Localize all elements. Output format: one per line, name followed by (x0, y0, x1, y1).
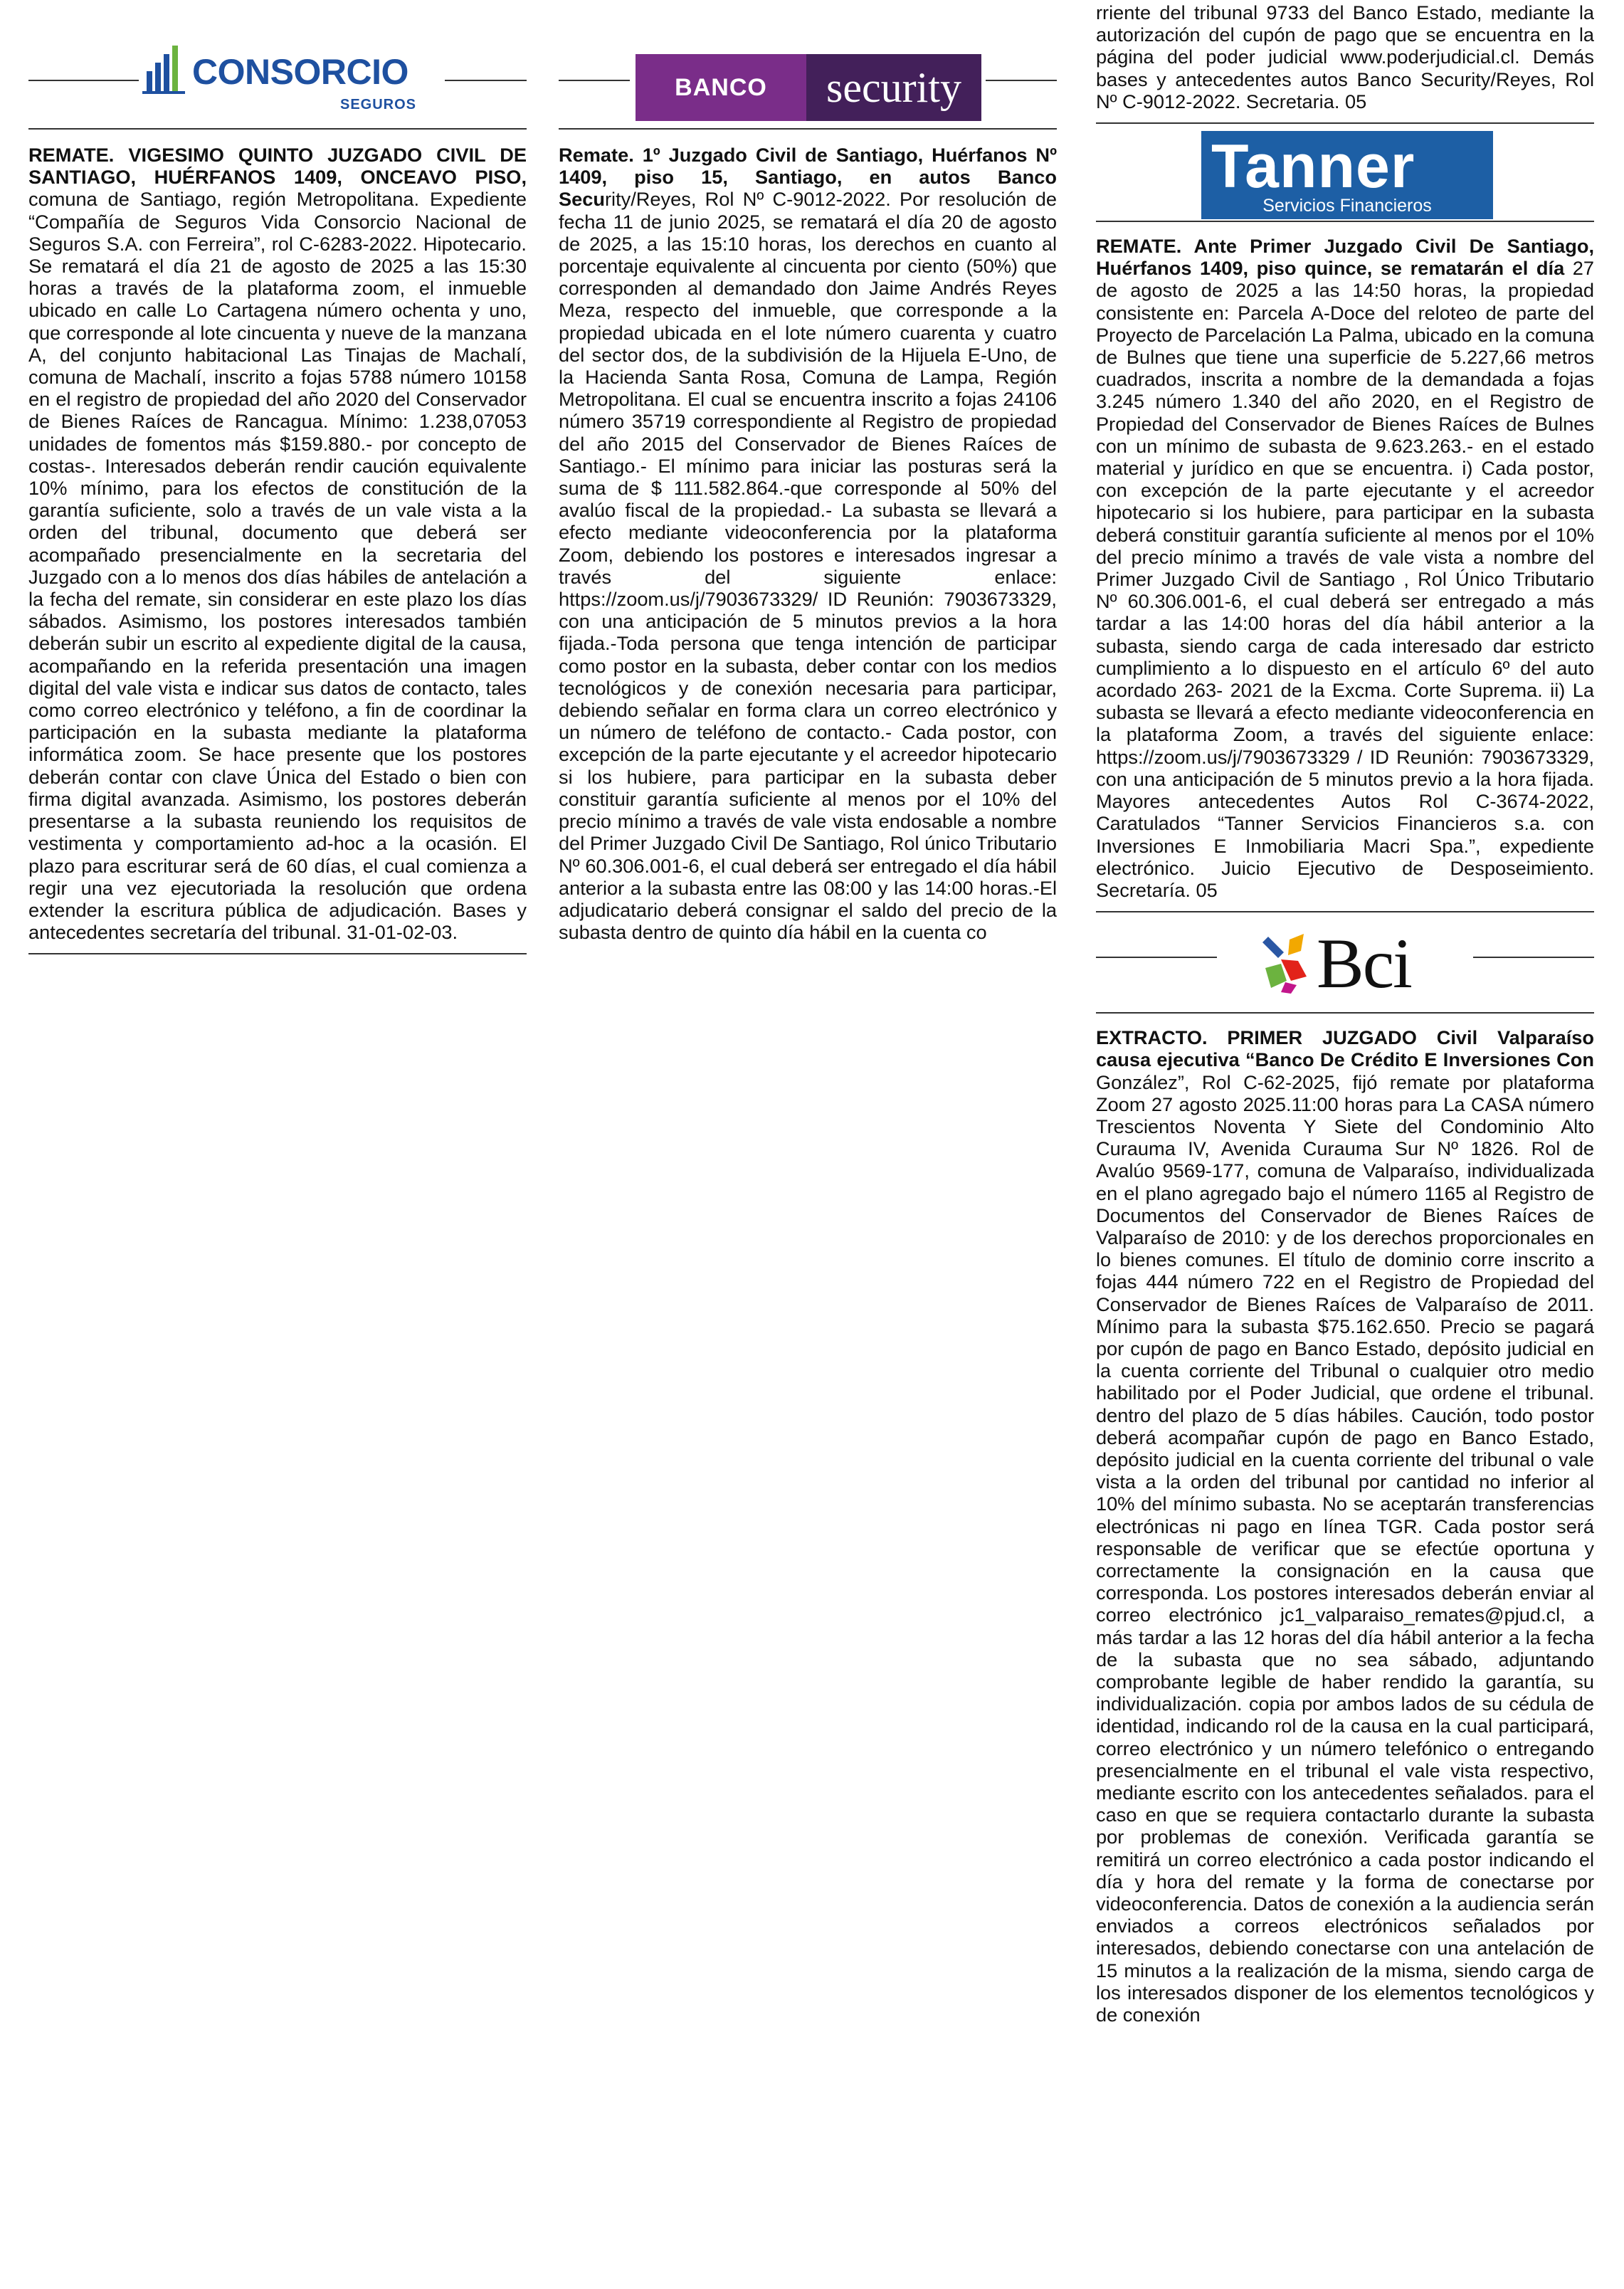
notice-security-lead: Remate. 1º Juzgado Civil de Santiago, Huérfanos Nº 1409, piso 15, Santiago, en autos Banco Secu (559, 144, 1057, 211)
divider (559, 128, 1057, 130)
notice-security-body: rity/Reyes, Rol Nº C-9012-2022. Por resolución de fecha 11 de junio 2025, se rematará el día 20 de agosto de 2025, a las 15:10 horas, los derechos en cuanto al porcentaje equivalente al cincuenta por ciento (50%) que corresponden al demandado don Jaime Andrés Reyes Meza, respecto del inmueble, que corresponde a la propiedad ubicada en el lote número cuarenta y cuatro del sector dos, de la subdivisión de la Hijuela E-Uno, de la Hacienda Santa Rosa, Comuna de Lampa, Región Metropolitana. El cual se encuentra inscrito a fojas 24106 número 35719 correspondiente al Registro de propiedad del año 2015 del Conservador de Bienes Raíces de Santiago.- El mínimo para iniciar las posturas será la suma de $ 111.582.864.-que corresponde al 50% del avalúo fiscal de la propiedad.- La subasta se llevará a efecto mediante videoconferencia por la plataforma Zoom, debiendo los postores e interesados ingresar a través del siguiente enlace: https://zoom.us/j/7903673329/ ID Reunión: 7903673329, con una anticipación de 5 minutos previos a la hora fijada.-Toda persona que tenga intención de participar como postor en la subasta, deber contar con los medios tecnológicos y de conexión necesaria para participar, debiendo señalar en forma clara un correo electrónico y un número de teléfono de contacto.- Cada postor, con excepción de la parte ejecutante y el acreedor hipotecario si los hubiere, para participar en la subasta deber constituir garantía suficiente al menos por el 10% del precio mínimo a través de vale vista endosable a nombre del Primer Juzgado Civil De Santiago, Rol único Tributario Nº 60.306.001-6, el cual deberá ser entregado el día hábil anterior a la subasta entre las 08:00 y las 14:00 horas.-El adjudicatario deberá consignar el saldo del precio de la subasta dentro de quinto día hábil en la cuenta co (559, 188, 1057, 944)
bci-star-icon (1260, 931, 1317, 995)
notice-bci-body: González”, Rol C-62-2025, fijó remate por plataforma Zoom 27 agosto 2025.11:00 horas para La CASA número Trescientos Noventa Y Siete del Condominio Alto Curauma IV, Avenida Curauma Sur Nº 1826. Rol de Avalúo 9569-177, comuna de Valparaíso, individualizada en el plano agregado bajo el número 1165 al Registro de Documentos del Conservador de Bienes Raíces de Valparaíso de 2010: y de los derechos proporcionales en lo bienes comunes. El título de dominio corre inscrito a fojas 444 número 722 en el Registro de Propiedad del Conservador de Bienes Raíces de Valparaíso de 2011. Mínimo para la subasta $75.162.650. Precio se pagará por cupón de pago en Banco Estado, depósito judicial en la cuenta corriente del Tribunal o cualquier otro medio habilitado por el Poder Judicial, que ordene el tribunal. dentro del plazo de 5 días hábiles. Caución, todo postor deberá acompañar cupón de pago en Banco Estado, depósito judicial en la cuenta corriente del tribunal o vale vista a la orden del tribunal por cantidad no inferior al 10% del mínimo subasta. No se aceptarán transferencias electrónicas ni pago en línea TGR. Cada postor será responsable de verificar que se efectúe oportuna y correctamente la consignación en la causa que corresponda. Los postores interesados deberán enviar al correo electrónico jc1_valparaiso_remates@pjud.cl, a más tardar a las 12 horas del día hábil anterior a la fecha de la subasta que no sea sábado, adjuntando comprobante legible de haber rendido la garantía, su individualización. copia por ambos lados de su cédula de identidad, indicando rol de la causa en la cual participará, correo electrónico y un número telefónico o entregando presencialmente en el tribunal el vale vista respectivo, mediante escrito con los antecedentes señalados. para el caso en que se requiera contactarlo durante la subasta por problemas de conexión. Verificada garantía se remitirá un correo electrónico a cada postor indicando el día y hora del remate y la forma de conectarse por videoconferencia. Datos de conexión a la audiencia serán enviados a correos electrónicos señalados por interesados, debiendo conectarse con una antelación de 15 minutos a la realización de la misma, siendo carga de los interesados disponer de los elementos tecnológicos y de conexión (1096, 1070, 1594, 2026)
notice-consorcio-lead: REMATE. VIGESIMO QUINTO JUZGADO CIVIL DE SANTIAGO, HUÉRFANOS 1409, ONCEAVO PISO, (28, 144, 527, 189)
divider (28, 80, 139, 81)
security-logo-part1: BANCO (636, 54, 806, 121)
notice-security-continued: rriente del tribunal 9733 del Banco Estado, mediante la autorización del cupón de pago que se encuentra en la página del poder judicial www.poderjudicial.cl. Demás bases y antecedentes autos Banco Security/Reyes, Rol Nº C-9012-2022. Secretaria. 05 (1096, 1, 1594, 112)
security-logo-part2: security (806, 54, 981, 121)
consorcio-logo (142, 41, 441, 120)
security-logo-row (559, 0, 1057, 128)
notice-tanner-lead: REMATE. Ante Primer Juzgado Civil De Santiago, Huérfanos 1409, piso quince, se rematarán el día (1096, 235, 1594, 280)
divider (1096, 957, 1217, 958)
consorcio-logo-sub: SEGUROS (340, 97, 417, 112)
divider (28, 128, 527, 130)
notice-bci-lead: EXTRACTO. PRIMER JUZGADO Civil Valparaíso causa ejecutiva “Banco De Crédito E Inversiones Con (1096, 1026, 1594, 1071)
column-2 (559, 0, 1057, 943)
notice-bci (1096, 1026, 1594, 2026)
bci-logo-row (1096, 912, 1594, 1012)
consorcio-logo-name: CONSORCIO (192, 52, 408, 92)
divider (28, 953, 527, 954)
divider (1096, 1012, 1594, 1014)
notice-security (559, 144, 1057, 943)
tanner-logo (1201, 131, 1493, 219)
column-1 (28, 0, 527, 954)
consorcio-bars-icon (142, 44, 188, 94)
tanner-logo-name: Tanner (1211, 132, 1415, 201)
column-3 (1096, 0, 1594, 2026)
bci-logo (1260, 924, 1430, 1012)
notice-consorcio-body: comuna de Santiago, región Metropolitana. Expediente “Compañía de Seguros Vida Consorcio Nacional de Seguros S.A. con Ferreira”, rol C-6283-2022. Hipotecario. Se rematará el día 21 de agosto de 2025 a las 15:30 horas a través de la plataforma zoom, el inmueble ubicado en calle Lo Cartagena número ochenta y uno, que corresponde al lote cincuenta y nueve de la manzana A, del conjunto habitacional Las Tinajas de Machalí, comuna de Machalí, inscrito a fojas 5788 número 10158 en el registro de propiedad del año 2020 del Conservador de Bienes Raíces de Rancagua. Mínimo: 1.238,07053 unidades de fomentos más $159.880.- por concepto de costas-. Interesados deberán rendir caución equivalente 10% mínimo, para los efectos de constitución de la garantía suficiente, solo a través de un vale vista a la orden del tribunal, documento que deberá ser acompañado presencialmente en la secretaria del Juzgado con a lo menos dos días hábiles de antelación a la fecha del remate, sin considerar en este plazo los días sábados. Asimismo, los postores interesados también deberán subir un escrito al expediente digital de la causa, acompañando en la referida presentación una imagen digital del vale vista e indicar sus datos de contacto, tales como correo electrónico y teléfono, a fin de coordinar la participación en la subasta mediante la plataforma informática zoom. Se hace presente que los postores deberán contar con clave Única del Estado o bien con firma digital avanzada. Asimismo, los postores deberán presentarse a la subasta reuniendo los requisitos de vestimenta y comportamiento ad-hoc a la ocasión. El plazo para escriturar será de 60 días, el cual comienza a regir una vez ejecutoriada la resolución que ordena extender la escritura pública de adjudicación. Bases y antecedentes secretaría del tribunal. 31-01-02-03. (28, 188, 527, 944)
consorcio-logo-row (28, 0, 527, 128)
banco-security-logo (636, 54, 981, 121)
bci-logo-name: Bci (1317, 924, 1411, 1004)
tanner-logo-row (1096, 124, 1594, 221)
divider (1096, 221, 1594, 222)
divider (1473, 957, 1594, 958)
tanner-logo-sub: Servicios Financieros (1262, 196, 1432, 216)
divider (986, 80, 1057, 81)
divider (445, 80, 527, 81)
notice-tanner (1096, 235, 1594, 901)
divider (559, 80, 630, 81)
notice-tanner-body: 27 de agosto de 2025 a las 14:50 horas, la propiedad consistente en: Parcela A-Doce del reloteo de parte del Proyecto de Parcelación La Palma, ubicado en la comuna de Bulnes que tiene una superficie de 5.227,66 metros cuadrados, inscrita a nombre de la demandada a fojas 3.245 número 1.340 del año 2020, en el Registro de Propiedad del Conservador de Bienes Raíces de Bulnes con un mínimo de subasta de 9.623.263.- en el estado material y jurídico en que se encuentra. i) Cada postor, con excepción de la parte ejecutante y el acreedor hipotecario si los hubiere, para participar en la subasta deberá constituir garantía suficiente al menos por el 10% del precio mínimo a través de vale vista a nombre del Primer Juzgado Civil de Santiago , Rol Único Tributario Nº 60.306.001-6, el cual deberá ser entregado a más tardar a las 14:00 horas del día hábil anterior a la subasta, siendo carga de cada interesado dar estricto cumplimiento a lo dispuesto en el artículo 6º del auto acordado 263- 2021 de la Excma. Corte Suprema. ii) La subasta se llevará a efecto mediante videoconferencia en la plataforma Zoom, a través del siguiente enlace: https://zoom.us/j/7903673329 / ID Reunión: 7903673329, con una anticipación de 5 minutos previo a la hora fijada. Mayores antecedentes Autos Rol C-3674-2022, Caratulados “Tanner Servicios Financieros s.a. con Inversiones E Inmobiliaria Macri Spa.”, expediente electrónico. Juicio Ejecutivo de Desposeimiento. Secretaría. 05 (1096, 257, 1594, 901)
notice-consorcio (28, 144, 527, 943)
